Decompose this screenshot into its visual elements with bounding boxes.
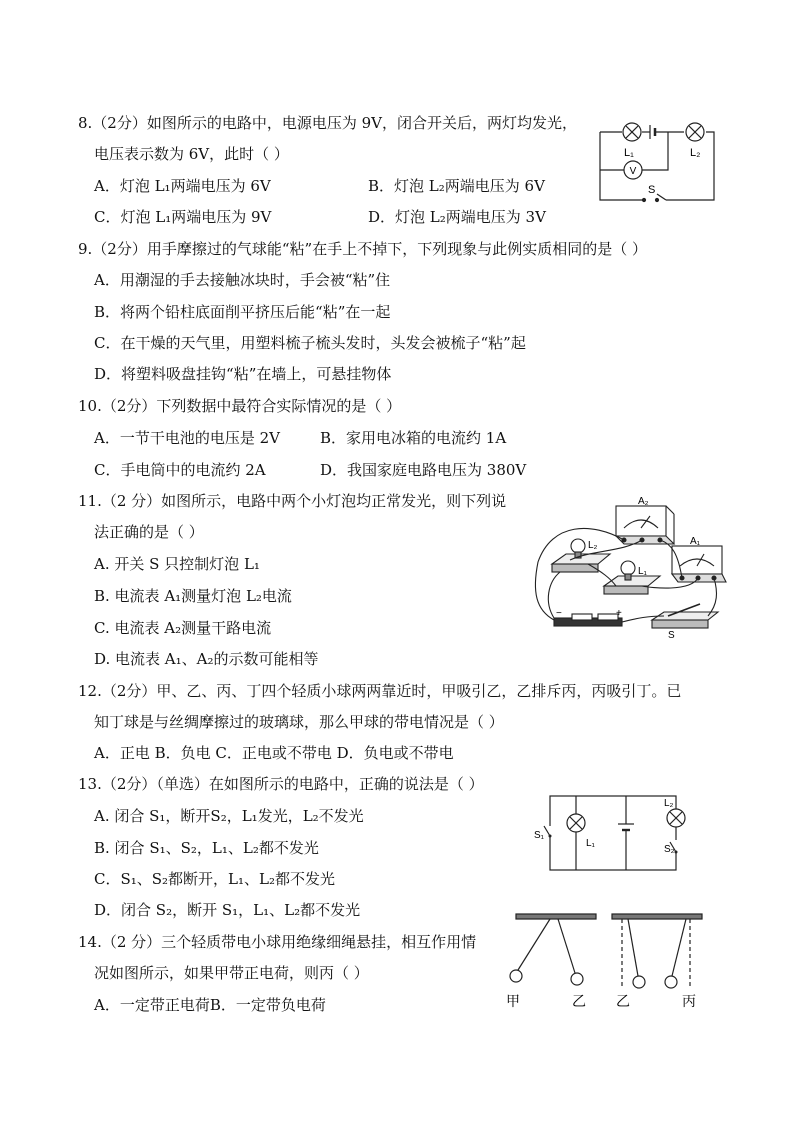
q11-option-c: C. 电流表 A₂测量干路电流: [94, 619, 272, 637]
q14-option-ab: A．一定带正电荷B．一定带负电荷: [94, 996, 326, 1014]
q14-ball-jia-label: 甲: [506, 993, 520, 1009]
q9-option-d: D．将塑料吸盘挂钩“粘”在墙上，可悬挂物体: [94, 365, 392, 383]
q11-lamp2-label: L₂: [588, 540, 598, 551]
q11-lamp1-label: L₁: [638, 566, 647, 577]
q8-option-b: B．灯泡 L₂两端电压为 6V: [368, 177, 545, 195]
q13-lamp1-label: L₁: [586, 838, 595, 849]
q11-battery-plus: +: [616, 608, 622, 619]
q8-lamp2-label: L₂: [690, 147, 701, 159]
q10-stem: 10.（2分）下列数据中最符合实际情况的是（ ）: [78, 397, 402, 415]
q11-stem-line-2: 法正确的是（ ）: [94, 523, 204, 541]
q12-options: A．正电 B．负电 C．正电或不带电 D．负电或不带电: [94, 744, 454, 762]
q11-option-d: D. 电流表 A₁、A₂的示数可能相等: [94, 650, 319, 668]
q13-option-b: B. 闭合 S₁、S₂，L₁、L₂都不发光: [94, 839, 319, 857]
q10-option-a: A．一节干电池的电压是 2V: [94, 429, 280, 447]
q9-option-a: A．用潮湿的手去接触冰块时，手会被“粘”住: [94, 271, 391, 289]
q14-stem-line-2: 况如图所示，如果甲带正电荷，则丙（ ）: [94, 964, 369, 982]
q10-option-b: B．家用电冰箱的电流约 1A: [320, 429, 507, 447]
q8-switch-label: S: [648, 184, 656, 196]
q9-option-c: C．在干燥的天气里，用塑料梳子梳头发时，头发会被梳子“粘”起: [94, 334, 526, 352]
q11-circuit-figure: [532, 492, 728, 642]
q8-option-d: D．灯泡 L₂两端电压为 3V: [368, 208, 546, 226]
q11-battery-minus: −: [556, 608, 562, 619]
q10-option-c: C．手电筒中的电流约 2A: [94, 461, 266, 479]
q9-stem: 9.（2分）用手摩擦过的气球能“粘”在手上不掉下，下列现象与此例实质相同的是（ ）: [78, 240, 647, 258]
q8-option-a: A．灯泡 L₁两端电压为 6V: [94, 177, 271, 195]
q12-stem-line-2: 知丁球是与丝绸摩擦过的玻璃球，那么甲球的带电情况是（ ）: [94, 713, 504, 731]
q8-option-c: C．灯泡 L₁两端电压为 9V: [94, 208, 272, 226]
q13-option-c: C．S₁、S₂都断开，L₁、L₂都不发光: [94, 870, 336, 888]
q13-circuit-figure: [532, 790, 692, 876]
q13-option-d: D．闭合 S₂，断开 S₁，L₁、L₂都不发光: [94, 901, 361, 919]
q14-ball-yi-right-label: 乙: [616, 993, 630, 1009]
q9-option-b: B．将两个铅柱底面削平挤压后能“粘”在一起: [94, 303, 391, 321]
q10-option-d: D．我国家庭电路电压为 380V: [320, 461, 527, 479]
q14-pendulum-figure: [500, 910, 714, 1012]
q11-ammeter-a1-label: A₁: [690, 536, 701, 547]
q12-stem-line-1: 12.（2分）甲、乙、丙、丁四个轻质小球两两靠近时，甲吸引乙，乙排斥丙，丙吸引丁。已: [78, 682, 682, 700]
q13-switch1-label: S₁: [534, 830, 545, 841]
q8-stem-line-1: 8.（2分）如图所示的电路中，电源电压为 9V，闭合开关后，两灯均发光，: [78, 114, 578, 132]
q14-stem-line-1: 14.（2 分）三个轻质带电小球用绝缘细绳悬挂，相互作用情: [78, 933, 477, 951]
q13-option-a: A. 闭合 S₁，断开S₂，L₁发光，L₂不发光: [94, 807, 364, 825]
q11-option-b: B. 电流表 A₁测量灯泡 L₂电流: [94, 587, 292, 605]
q11-switch-label: S: [668, 630, 675, 641]
q13-switch2-label: S₂: [664, 844, 675, 855]
q8-lamp1-label: L₁: [624, 147, 634, 159]
q8-stem-line-2: 电压表示数为 6V，此时（ ）: [94, 145, 289, 163]
q14-ball-bing-label: 丙: [682, 993, 696, 1009]
q11-option-a: A. 开关 S 只控制灯泡 L₁: [94, 555, 260, 573]
q13-lamp2-label: L₂: [664, 798, 674, 809]
q8-circuit-figure: [596, 118, 720, 206]
q11-ammeter-a2-label: A₂: [638, 496, 649, 507]
q8-voltmeter-label: V: [629, 166, 637, 177]
q14-ball-yi-left-label: 乙: [572, 993, 586, 1009]
q13-stem: 13.（2分）（单选）在如图所示的电路中，正确的说法是（ ）: [78, 775, 484, 793]
q11-stem-line-1: 11.（2 分）如图所示，电路中两个小灯泡均正常发光，则下列说: [78, 492, 507, 510]
